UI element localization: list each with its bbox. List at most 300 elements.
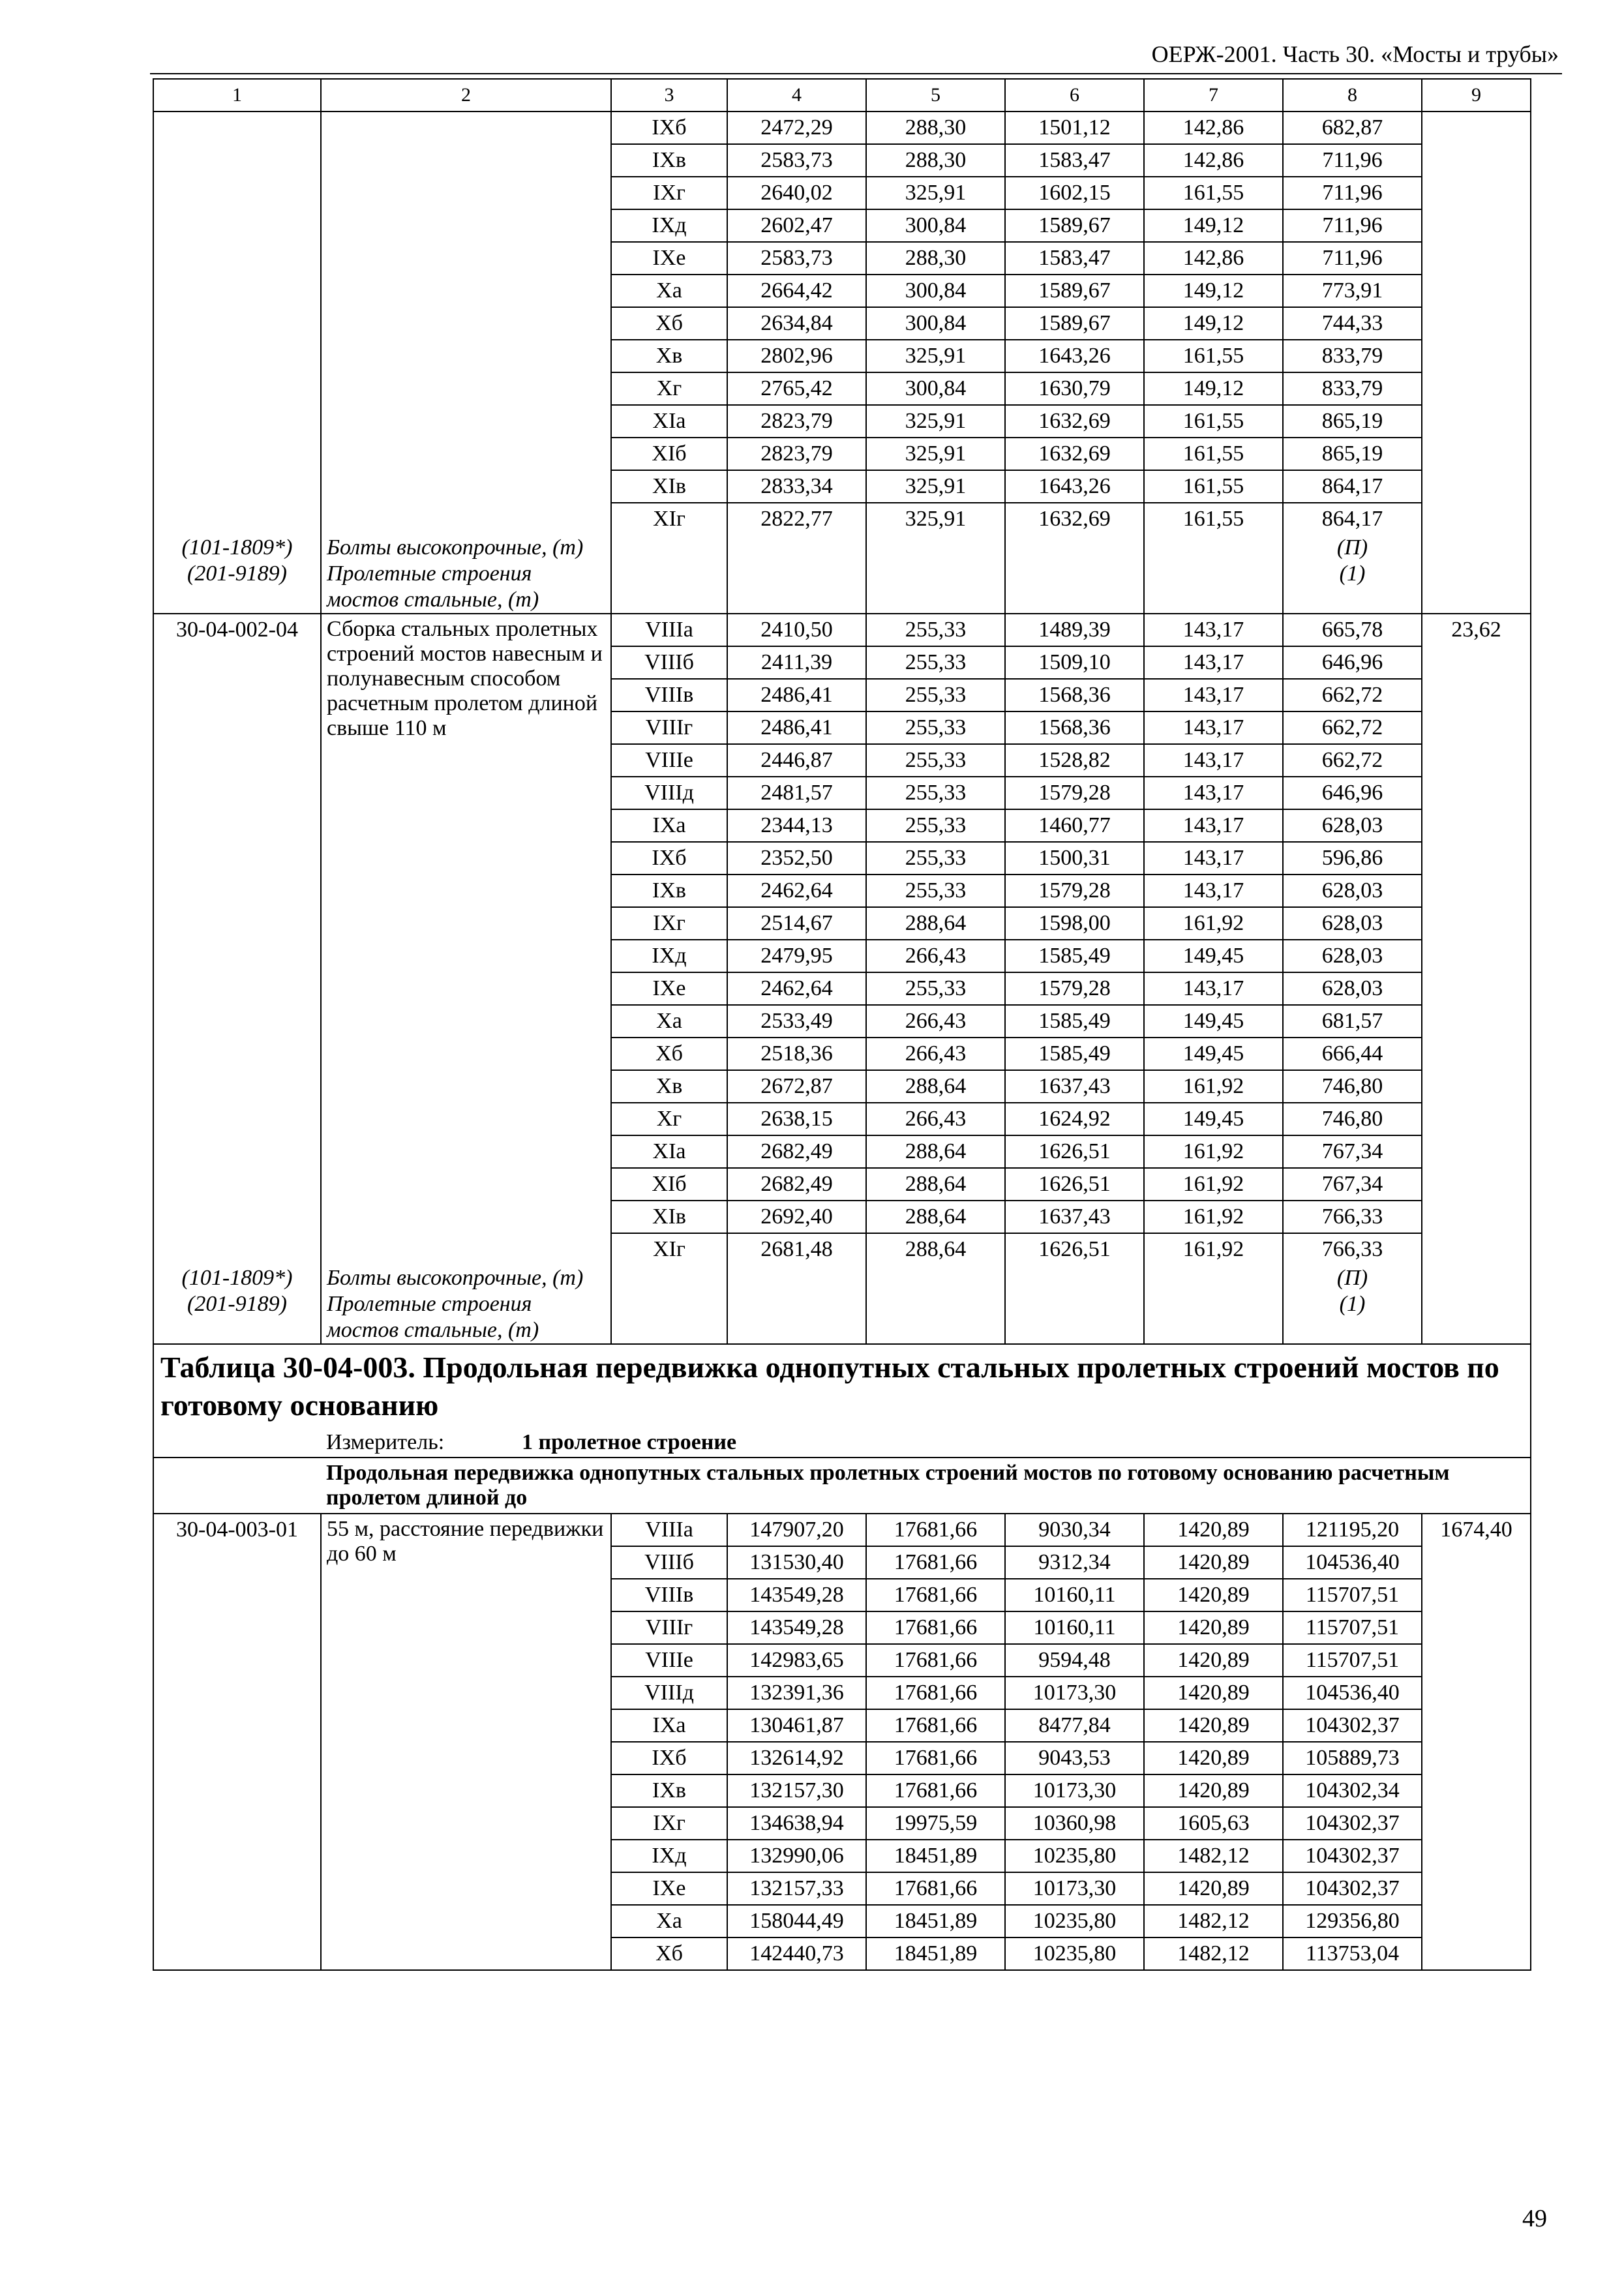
value-cell: 1643,26: [1005, 340, 1144, 372]
column-number: 3: [611, 79, 727, 112]
value-cell: 143549,28: [727, 1611, 866, 1644]
value-cell: 142440,73: [727, 1937, 866, 1970]
description-cell: Сборка стальных пролетных строений мостов навесным и полунавесным способом расчетным пролетом длиной свыше 110 м: [321, 614, 611, 1265]
value-cell: 628,03: [1283, 809, 1422, 842]
category-cell: VIIIг: [611, 1611, 727, 1644]
category-cell: IXа: [611, 1709, 727, 1742]
value-cell: 1632,69: [1005, 503, 1144, 535]
value-cell: 19975,59: [866, 1807, 1005, 1840]
value-cell: 10173,30: [1005, 1774, 1144, 1807]
category-cell: VIIIе: [611, 1644, 727, 1677]
value-cell: 1579,28: [1005, 972, 1144, 1005]
value-cell: 131530,40: [727, 1546, 866, 1579]
value-cell: 1583,47: [1005, 144, 1144, 177]
empty-cell: [866, 561, 1005, 614]
category-cell: VIIIд: [611, 1677, 727, 1709]
category-cell: VIIIг: [611, 711, 727, 744]
empty-cell: [866, 1265, 1005, 1291]
value-cell: 1420,89: [1144, 1514, 1283, 1546]
category-cell: IXе: [611, 972, 727, 1005]
value-cell: 266,43: [866, 940, 1005, 972]
value-cell: 325,91: [866, 340, 1005, 372]
value-cell: 105889,73: [1283, 1742, 1422, 1774]
category-cell: Xв: [611, 1070, 727, 1103]
page-header: ОЕРЖ-2001. Часть 30. «Мосты и трубы»: [1151, 41, 1559, 67]
value-cell: 10173,30: [1005, 1872, 1144, 1905]
category-cell: XIв: [611, 1201, 727, 1233]
value-cell: 2823,79: [727, 405, 866, 438]
table-row: [153, 112, 1531, 144]
category-cell: Xа: [611, 1005, 727, 1038]
empty-cell: [1005, 535, 1144, 561]
value-cell: 17681,66: [866, 1514, 1005, 1546]
value-cell: 161,92: [1144, 1201, 1283, 1233]
value-cell: 1420,89: [1144, 1611, 1283, 1644]
value-cell: 17681,66: [866, 1709, 1005, 1742]
value-cell: 1643,26: [1005, 470, 1144, 503]
value-cell: 132391,36: [727, 1677, 866, 1709]
value-cell: 2462,64: [727, 972, 866, 1005]
value-cell: 149,12: [1144, 372, 1283, 405]
value-cell: 104302,37: [1283, 1807, 1422, 1840]
value-cell: 1509,10: [1005, 646, 1144, 679]
category-cell: Xв: [611, 340, 727, 372]
value-cell: 115707,51: [1283, 1611, 1422, 1644]
value-cell: 662,72: [1283, 744, 1422, 777]
value-cell: 104302,37: [1283, 1872, 1422, 1905]
value-cell: 325,91: [866, 177, 1005, 209]
category-cell: XIг: [611, 503, 727, 535]
meter-row: [153, 1428, 1531, 1458]
category-cell: IXб: [611, 1742, 727, 1774]
value-cell: 2481,57: [727, 777, 866, 809]
value-cell: 1579,28: [1005, 875, 1144, 907]
value-cell: 300,84: [866, 275, 1005, 307]
value-cell: 2823,79: [727, 438, 866, 470]
value-cell: 2802,96: [727, 340, 866, 372]
empty-cell: [611, 535, 727, 561]
category-cell: Xб: [611, 307, 727, 340]
group-description: Продольная передвижка однопутных стальных пролетных строений мостов по готовому основанию расчетным пролетом длиной до: [321, 1458, 1531, 1514]
value-cell: 711,96: [1283, 242, 1422, 275]
value-cell: 1579,28: [1005, 777, 1144, 809]
value-cell: 1420,89: [1144, 1872, 1283, 1905]
value-cell: 17681,66: [866, 1644, 1005, 1677]
value-cell: 1630,79: [1005, 372, 1144, 405]
value-cell: 115707,51: [1283, 1579, 1422, 1611]
value-cell: 767,34: [1283, 1135, 1422, 1168]
value-cell: 266,43: [866, 1103, 1005, 1135]
resource-code: (201-9189): [153, 1291, 321, 1344]
value-cell: 2682,49: [727, 1135, 866, 1168]
value-cell: 104536,40: [1283, 1677, 1422, 1709]
category-cell: IXг: [611, 907, 727, 940]
value-cell: 104302,37: [1283, 1840, 1422, 1872]
value-cell: 17681,66: [866, 1579, 1005, 1611]
resource-name: Пролетные строения мостов стальные, (т): [321, 561, 611, 614]
value-cell: 1589,67: [1005, 209, 1144, 242]
empty-cell: [1144, 561, 1283, 614]
category-cell: Xг: [611, 1103, 727, 1135]
value-cell: 10235,80: [1005, 1840, 1144, 1872]
value-cell: 773,91: [1283, 275, 1422, 307]
category-cell: IXв: [611, 1774, 727, 1807]
value-cell: 2344,13: [727, 809, 866, 842]
category-cell: VIIIб: [611, 1546, 727, 1579]
value-cell: 1585,49: [1005, 1005, 1144, 1038]
value-cell: 1489,39: [1005, 614, 1144, 646]
column-9-cell: 23,62: [1422, 614, 1531, 1265]
value-cell: 1589,67: [1005, 275, 1144, 307]
value-cell: 9312,34: [1005, 1546, 1144, 1579]
value-cell: 288,64: [866, 1070, 1005, 1103]
value-cell: 104302,37: [1283, 1709, 1422, 1742]
column-number: 6: [1005, 79, 1144, 112]
category-cell: Xг: [611, 372, 727, 405]
empty-cell: [727, 561, 866, 614]
value-cell: 2486,41: [727, 711, 866, 744]
value-cell: 744,33: [1283, 307, 1422, 340]
value-cell: 266,43: [866, 1005, 1005, 1038]
value-cell: 2411,39: [727, 646, 866, 679]
value-cell: 113753,04: [1283, 1937, 1422, 1970]
value-cell: 2462,64: [727, 875, 866, 907]
value-cell: 9030,34: [1005, 1514, 1144, 1546]
empty-cell: [153, 1428, 321, 1458]
value-cell: 255,33: [866, 614, 1005, 646]
description-cell: [321, 112, 611, 535]
column-number-row: [153, 79, 1531, 112]
value-cell: 665,78: [1283, 614, 1422, 646]
value-cell: 1602,15: [1005, 177, 1144, 209]
value-cell: 10160,11: [1005, 1611, 1144, 1644]
category-cell: VIIIб: [611, 646, 727, 679]
category-cell: IXа: [611, 809, 727, 842]
value-cell: 17681,66: [866, 1742, 1005, 1774]
value-cell: 646,96: [1283, 777, 1422, 809]
empty-cell: [1422, 561, 1531, 614]
empty-cell: [1005, 561, 1144, 614]
table-body: [153, 79, 1531, 1970]
value-cell: 2533,49: [727, 1005, 866, 1038]
empty-cell: [1422, 1265, 1531, 1291]
value-cell: 1482,12: [1144, 1937, 1283, 1970]
category-cell: Xа: [611, 275, 727, 307]
column-number: 4: [727, 79, 866, 112]
value-cell: 628,03: [1283, 875, 1422, 907]
value-cell: 2518,36: [727, 1038, 866, 1070]
value-cell: 325,91: [866, 503, 1005, 535]
value-cell: 1420,89: [1144, 1774, 1283, 1807]
category-cell: XIа: [611, 405, 727, 438]
value-cell: 1420,89: [1144, 1709, 1283, 1742]
category-cell: VIIIв: [611, 1579, 727, 1611]
description-cell: 55 м, расстояние передвижки до 60 м: [321, 1514, 611, 1970]
category-cell: IXд: [611, 940, 727, 972]
meter-label: Измеритель:: [326, 1430, 445, 1454]
column-9-cell: 1674,40: [1422, 1514, 1531, 1970]
value-cell: 300,84: [866, 209, 1005, 242]
value-cell: 161,55: [1144, 438, 1283, 470]
value-cell: 161,92: [1144, 907, 1283, 940]
table-row: [153, 614, 1531, 646]
value-cell: 17681,66: [866, 1546, 1005, 1579]
value-cell: 300,84: [866, 307, 1005, 340]
value-cell: 132990,06: [727, 1840, 866, 1872]
value-cell: 711,96: [1283, 144, 1422, 177]
value-cell: 2446,87: [727, 744, 866, 777]
value-cell: 681,57: [1283, 1005, 1422, 1038]
value-cell: 132157,33: [727, 1872, 866, 1905]
resource-qty: (П): [1283, 1265, 1422, 1291]
value-cell: 2638,15: [727, 1103, 866, 1135]
empty-cell: [727, 535, 866, 561]
value-cell: 1420,89: [1144, 1677, 1283, 1709]
value-cell: 18451,89: [866, 1905, 1005, 1937]
value-cell: 149,45: [1144, 1005, 1283, 1038]
resource-qty: (1): [1283, 1291, 1422, 1344]
value-cell: 288,64: [866, 1233, 1005, 1265]
value-cell: 161,92: [1144, 1070, 1283, 1103]
category-cell: XIг: [611, 1233, 727, 1265]
value-cell: 288,64: [866, 907, 1005, 940]
value-cell: 149,12: [1144, 275, 1283, 307]
value-cell: 9594,48: [1005, 1644, 1144, 1677]
value-cell: 1482,12: [1144, 1905, 1283, 1937]
value-cell: 864,17: [1283, 470, 1422, 503]
value-cell: 2672,87: [727, 1070, 866, 1103]
value-cell: 288,30: [866, 242, 1005, 275]
value-cell: 143549,28: [727, 1579, 866, 1611]
value-cell: 288,30: [866, 144, 1005, 177]
value-cell: 161,55: [1144, 405, 1283, 438]
value-cell: 2765,42: [727, 372, 866, 405]
group-description-row: [153, 1458, 1531, 1514]
value-cell: 143,17: [1144, 679, 1283, 711]
value-cell: 2352,50: [727, 842, 866, 875]
category-cell: IXб: [611, 842, 727, 875]
value-cell: 142,86: [1144, 144, 1283, 177]
column-number: 1: [153, 79, 321, 112]
value-cell: 115707,51: [1283, 1644, 1422, 1677]
empty-cell: [611, 1265, 727, 1291]
value-cell: 2486,41: [727, 679, 866, 711]
value-cell: 143,17: [1144, 875, 1283, 907]
value-cell: 1501,12: [1005, 112, 1144, 144]
value-cell: 143,17: [1144, 777, 1283, 809]
empty-cell: [1144, 1265, 1283, 1291]
value-cell: 255,33: [866, 711, 1005, 744]
category-cell: VIIIд: [611, 777, 727, 809]
value-cell: 142983,65: [727, 1644, 866, 1677]
page-number: 49: [1522, 2205, 1547, 2232]
category-cell: VIIIа: [611, 614, 727, 646]
value-cell: 1528,82: [1005, 744, 1144, 777]
value-cell: 149,45: [1144, 1103, 1283, 1135]
resource-row: [153, 1265, 1531, 1291]
empty-cell: [1005, 1291, 1144, 1344]
value-cell: 142,86: [1144, 242, 1283, 275]
value-cell: 129356,80: [1283, 1905, 1422, 1937]
empty-cell: [611, 561, 727, 614]
empty-cell: [1144, 535, 1283, 561]
value-cell: 2602,47: [727, 209, 866, 242]
value-cell: 1589,67: [1005, 307, 1144, 340]
resource-row: [153, 561, 1531, 614]
value-cell: 143,17: [1144, 646, 1283, 679]
value-cell: 1420,89: [1144, 1579, 1283, 1611]
value-cell: 711,96: [1283, 177, 1422, 209]
category-cell: IXе: [611, 242, 727, 275]
value-cell: 766,33: [1283, 1201, 1422, 1233]
value-cell: 1585,49: [1005, 940, 1144, 972]
column-number: 9: [1422, 79, 1531, 112]
meter-value: 1 пролетное строение: [522, 1430, 737, 1454]
value-cell: 864,17: [1283, 503, 1422, 535]
value-cell: 143,17: [1144, 842, 1283, 875]
category-cell: IXв: [611, 875, 727, 907]
resource-name: Пролетные строения мостов стальные, (т): [321, 1291, 611, 1344]
value-cell: 1637,43: [1005, 1070, 1144, 1103]
category-cell: Xа: [611, 1905, 727, 1937]
table-row: [153, 1514, 1531, 1546]
value-cell: 10360,98: [1005, 1807, 1144, 1840]
value-cell: 161,92: [1144, 1135, 1283, 1168]
value-cell: 767,34: [1283, 1168, 1422, 1201]
value-cell: 2833,34: [727, 470, 866, 503]
value-cell: 2682,49: [727, 1168, 866, 1201]
value-cell: 17681,66: [866, 1872, 1005, 1905]
value-cell: 1598,00: [1005, 907, 1144, 940]
category-cell: VIIIа: [611, 1514, 727, 1546]
value-cell: 1420,89: [1144, 1644, 1283, 1677]
resource-qty: (1): [1283, 561, 1422, 614]
code-cell: [153, 112, 321, 535]
empty-cell: [153, 1458, 321, 1514]
empty-cell: [727, 1265, 866, 1291]
resource-code: (101-1809*): [153, 535, 321, 561]
value-cell: 255,33: [866, 972, 1005, 1005]
empty-cell: [866, 1291, 1005, 1344]
value-cell: 17681,66: [866, 1677, 1005, 1709]
empty-cell: [611, 1291, 727, 1344]
value-cell: 646,96: [1283, 646, 1422, 679]
value-cell: 1420,89: [1144, 1546, 1283, 1579]
column-9-cell: [1422, 112, 1531, 535]
value-cell: 142,86: [1144, 112, 1283, 144]
value-cell: 143,17: [1144, 809, 1283, 842]
value-cell: 2479,95: [727, 940, 866, 972]
value-cell: 746,80: [1283, 1070, 1422, 1103]
category-cell: XIб: [611, 438, 727, 470]
value-cell: 255,33: [866, 777, 1005, 809]
resource-name: Болты высокопрочные, (т): [321, 1265, 611, 1291]
value-cell: 158044,49: [727, 1905, 866, 1937]
value-cell: 325,91: [866, 405, 1005, 438]
value-cell: 1568,36: [1005, 679, 1144, 711]
value-cell: 143,17: [1144, 711, 1283, 744]
value-cell: 147907,20: [727, 1514, 866, 1546]
value-cell: 161,55: [1144, 177, 1283, 209]
value-cell: 833,79: [1283, 372, 1422, 405]
value-cell: 2583,73: [727, 144, 866, 177]
value-cell: 865,19: [1283, 438, 1422, 470]
resource-code: (201-9189): [153, 561, 321, 614]
category-cell: IXе: [611, 1872, 727, 1905]
value-cell: 149,45: [1144, 940, 1283, 972]
value-cell: 9043,53: [1005, 1742, 1144, 1774]
value-cell: 2472,29: [727, 112, 866, 144]
column-number: 8: [1283, 79, 1422, 112]
value-cell: 255,33: [866, 744, 1005, 777]
value-cell: 149,12: [1144, 209, 1283, 242]
value-cell: 288,30: [866, 112, 1005, 144]
category-cell: IXг: [611, 1807, 727, 1840]
value-cell: 2410,50: [727, 614, 866, 646]
value-cell: 104302,34: [1283, 1774, 1422, 1807]
value-cell: 255,33: [866, 679, 1005, 711]
value-cell: 17681,66: [866, 1611, 1005, 1644]
value-cell: 2664,42: [727, 275, 866, 307]
value-cell: 682,87: [1283, 112, 1422, 144]
value-cell: 746,80: [1283, 1103, 1422, 1135]
value-cell: 2681,48: [727, 1233, 866, 1265]
value-cell: 325,91: [866, 470, 1005, 503]
category-cell: IXд: [611, 1840, 727, 1872]
price-table: [153, 78, 1531, 1971]
value-cell: 596,86: [1283, 842, 1422, 875]
value-cell: 1626,51: [1005, 1168, 1144, 1201]
value-cell: 2583,73: [727, 242, 866, 275]
value-cell: 2514,67: [727, 907, 866, 940]
category-cell: IXб: [611, 112, 727, 144]
category-cell: XIа: [611, 1135, 727, 1168]
category-cell: IXд: [611, 209, 727, 242]
empty-cell: [1422, 1291, 1531, 1344]
value-cell: 2692,40: [727, 1201, 866, 1233]
column-number: 5: [866, 79, 1005, 112]
resource-row: [153, 535, 1531, 561]
value-cell: 628,03: [1283, 972, 1422, 1005]
value-cell: 161,55: [1144, 340, 1283, 372]
category-cell: IXв: [611, 144, 727, 177]
value-cell: 121195,20: [1283, 1514, 1422, 1546]
column-number: 7: [1144, 79, 1283, 112]
value-cell: 149,12: [1144, 307, 1283, 340]
resource-code: (101-1809*): [153, 1265, 321, 1291]
value-cell: 18451,89: [866, 1840, 1005, 1872]
category-cell: IXг: [611, 177, 727, 209]
value-cell: 132157,30: [727, 1774, 866, 1807]
value-cell: 833,79: [1283, 340, 1422, 372]
value-cell: 1583,47: [1005, 242, 1144, 275]
code-cell: 30-04-003-01: [153, 1514, 321, 1970]
value-cell: 1624,92: [1005, 1103, 1144, 1135]
value-cell: 10235,80: [1005, 1937, 1144, 1970]
empty-cell: [866, 535, 1005, 561]
code-cell: 30-04-002-04: [153, 614, 321, 1265]
value-cell: 1626,51: [1005, 1135, 1144, 1168]
value-cell: 288,64: [866, 1168, 1005, 1201]
value-cell: 1568,36: [1005, 711, 1144, 744]
category-cell: XIб: [611, 1168, 727, 1201]
value-cell: 255,33: [866, 646, 1005, 679]
value-cell: 1500,31: [1005, 842, 1144, 875]
value-cell: 10235,80: [1005, 1905, 1144, 1937]
value-cell: 130461,87: [727, 1709, 866, 1742]
value-cell: 865,19: [1283, 405, 1422, 438]
value-cell: 104536,40: [1283, 1546, 1422, 1579]
